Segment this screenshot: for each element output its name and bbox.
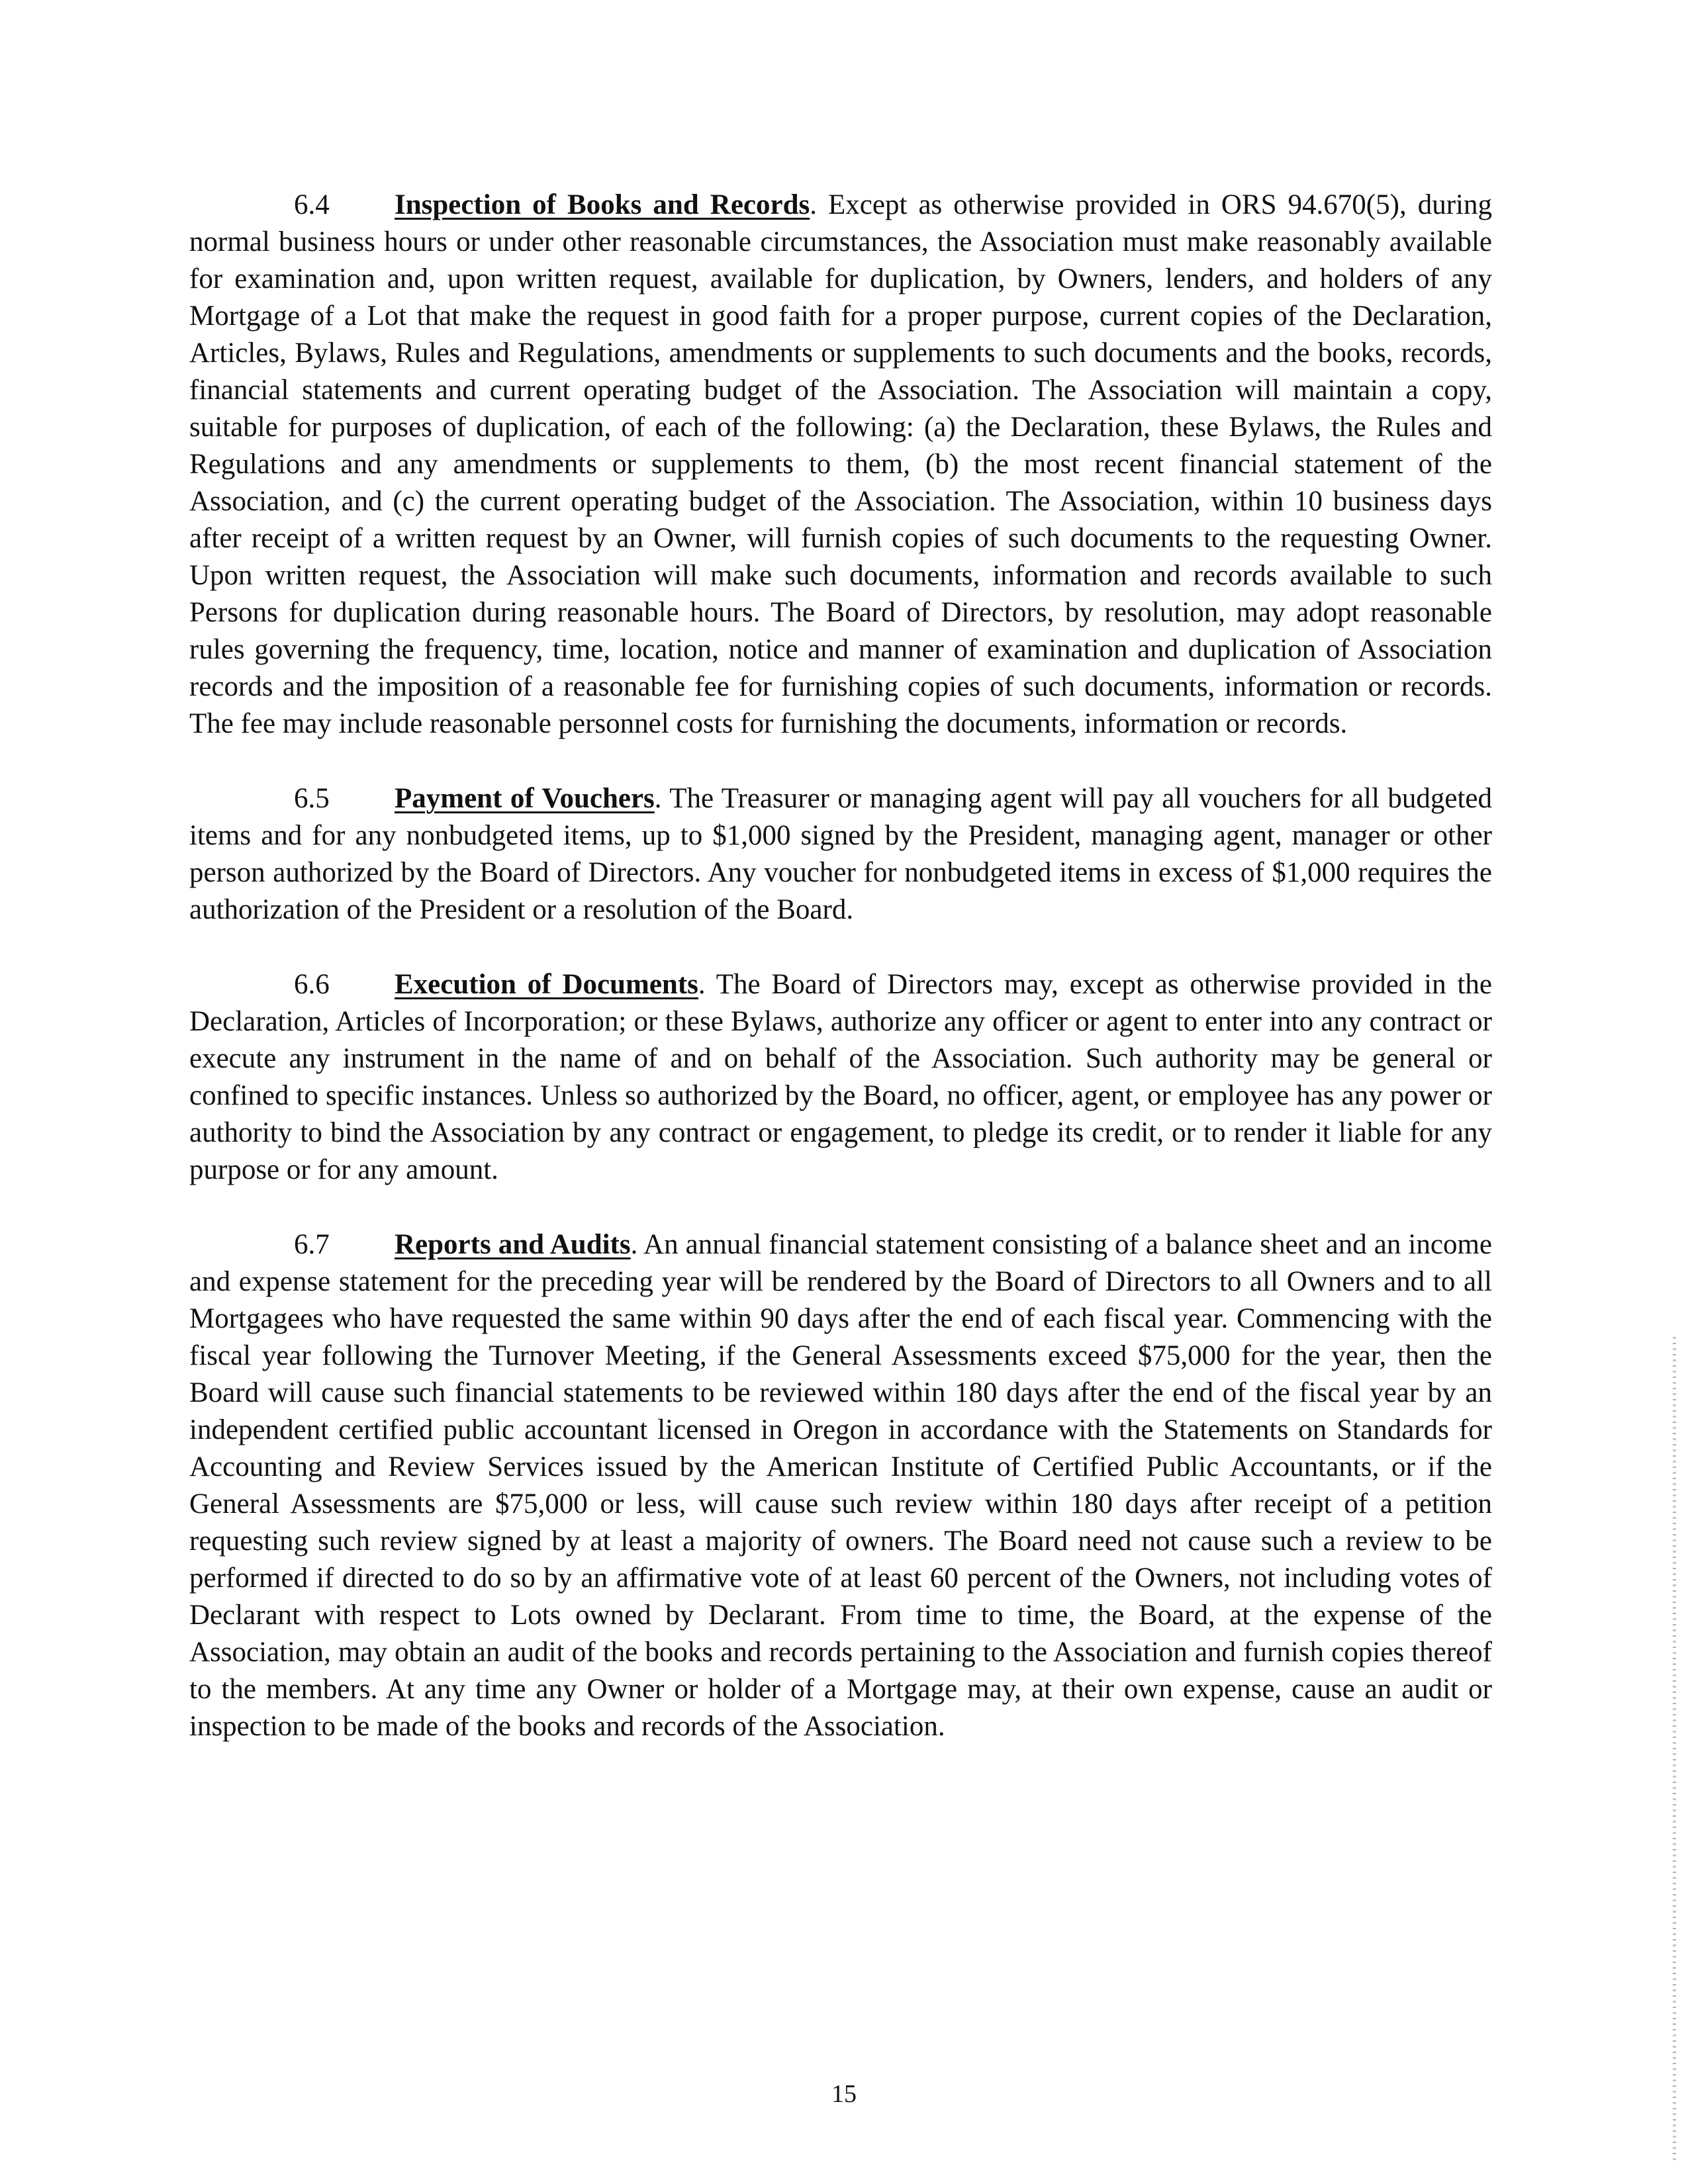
scan-edge-artifact	[1673, 1337, 1676, 2164]
section-6-4	[189, 187, 1492, 743]
section-6-7	[189, 1226, 1492, 1745]
section-number: 6.6	[294, 969, 330, 1000]
section-heading: Inspection of Books and Records	[395, 189, 810, 220]
section-text: . An annual financial statement consisting of a balance sheet and an income and expense statement for the preceding year will be rendered by the Board of Directors to all Owners and to all Mortgagees who have requested the same within 90 days after the end of each fiscal year. Commencing with the fiscal year following the Turnover Meeting, if the General Assessments exceed $75,000 for the year, then the Board will cause such financial statements to be reviewed within 180 days after the end of the fiscal year by an independent certified public accountant licensed in Oregon in accordance with the Statements on Standards for Accounting and Review Services issued by the American Institute of Certified Public Accountants, or if the General Assessments are $75,000 or less, will cause such review within 180 days after receipt of a petition requesting such review signed by at least a majority of owners. The Board need not cause such a review to be performed if directed to do so by an affirmative vote of at least 60 percent of the Owners, not including votes of Declarant with respect to Lots owned by Declarant. From time to time, the Board, at the expense of the Association, may obtain an audit of the books and records pertaining to the Association and furnish copies thereof to the members. At any time any Owner or holder of a Mortgage may, at their own expense, cause an audit or inspection to be made of the books and records of the Association.	[189, 1229, 1492, 1742]
document-body	[189, 187, 1492, 1745]
page-number: 15	[831, 2080, 857, 2108]
section-number: 6.5	[294, 783, 330, 814]
section-text: . Except as otherwise provided in ORS 94.670(5), during normal business hours or under other reasonable circumstances, the Association must make reasonably available for examination and, upon written request, available for duplication, by Owners, lenders, and holders of any Mortgage of a Lot that make the request in good faith for a proper purpose, current copies of the Declaration, Articles, Bylaws, Rules and Regulations, amendments or supplements to such documents and the books, records, financial statements and current operating budget of the Association. The Association will maintain a copy, suitable for purposes of duplication, of each of the following: (a) the Declaration, these Bylaws, the Rules and Regulations and any amendments or supplements to them, (b) the most recent financial statement of the Association, and (c) the current operating budget of the Association. The Association, within 10 business days after receipt of a written request by an Owner, will furnish copies of such documents to the requesting Owner. Upon written request, the Association will make such documents, information and records available to such Persons for duplication during reasonable hours. The Board of Directors, by resolution, may adopt reasonable rules governing the frequency, time, location, notice and manner of examination and duplication of Association records and the imposition of a reasonable fee for furnishing copies of such documents, information or records. The fee may include reasonable personnel costs for furnishing the documents, information or records.	[189, 189, 1492, 739]
section-text: . The Treasurer or managing agent will pay all vouchers for all budgeted items and for any nonbudgeted items, up to $1,000 signed by the President, managing agent, manager or other person authorized by the Board of Directors. Any voucher for nonbudgeted items in excess of $1,000 requires the authorization of the President or a resolution of the Board.	[189, 783, 1492, 925]
section-text: . The Board of Directors may, except as otherwise provided in the Declaration, Articles of Incorporation; or these Bylaws, authorize any officer or agent to enter into any contract or execute any instrument in the name of and on behalf of the Association. Such authority may be general or confined to specific instances. Unless so authorized by the Board, no officer, agent, or employee has any power or authority to bind the Association by any contract or engagement, to pledge its credit, or to render it liable for any purpose or for any amount.	[189, 969, 1493, 1185]
section-6-6	[189, 966, 1492, 1189]
section-heading: Reports and Audits	[395, 1229, 631, 1260]
section-number: 6.4	[294, 189, 330, 220]
section-heading: Payment of Vouchers	[395, 783, 655, 814]
section-6-5	[189, 780, 1492, 929]
section-heading: Execution of Documents	[395, 969, 698, 1000]
section-number: 6.7	[294, 1229, 330, 1260]
